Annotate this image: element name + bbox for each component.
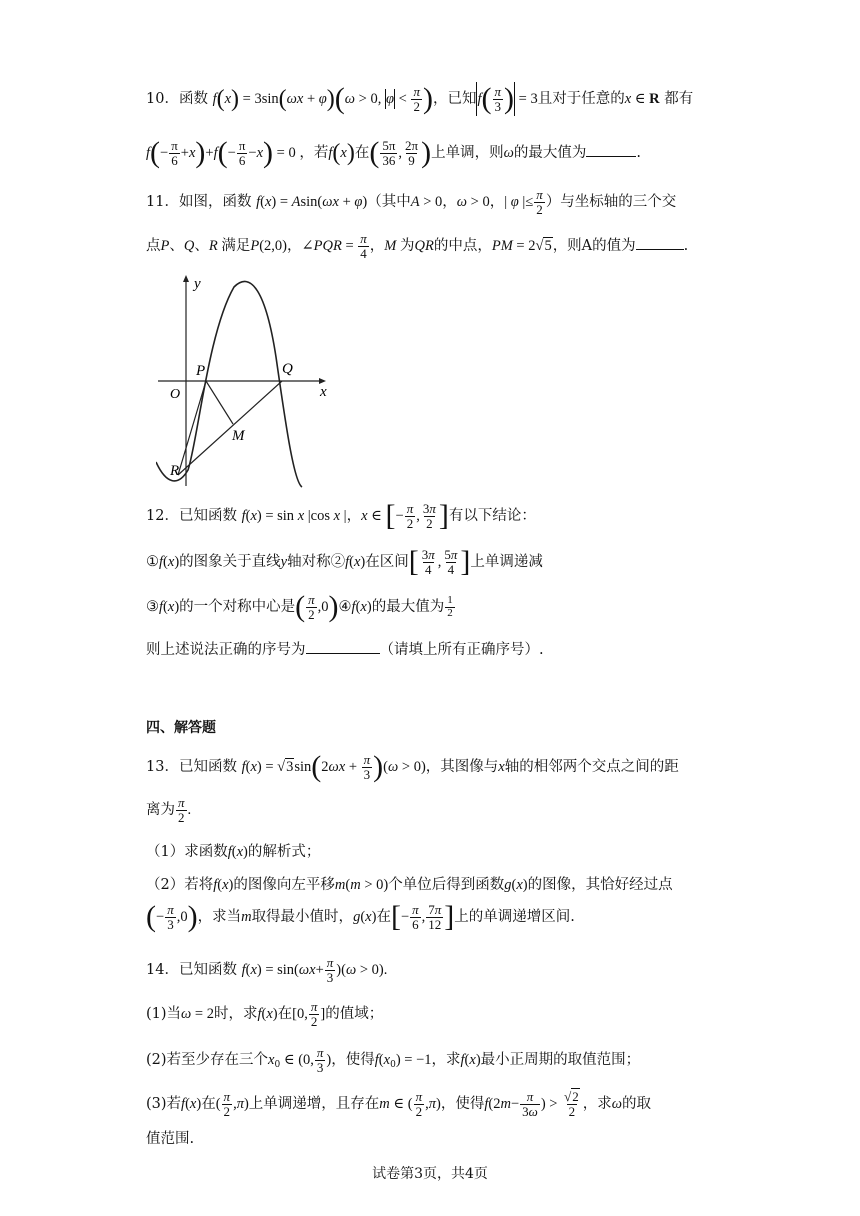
label-x: x [320, 384, 327, 400]
q12-conclusion-3-4: ③f(x)的一个对称中心是( $\frac{\pi}{2}$ ,0)④f(x)的最大值为 $\frac{1}{2}$ [146, 590, 453, 623]
q10-answer-blank [586, 144, 636, 157]
q14-line1: 14．已知函数 f(x) = sin(ωx+ $\frac{\pi}{3}$ )(ω > 0). [146, 955, 388, 985]
q11-number: 11． [146, 194, 179, 211]
segment-rq [178, 381, 282, 475]
sine-graph-figure [156, 272, 336, 492]
q10-number: 10． [146, 91, 179, 107]
segment-rp [178, 381, 206, 475]
q13-line2: 离为 $\frac{\pi}{2}$ . [146, 795, 192, 825]
label-o: O [170, 387, 181, 402]
q12-line1: 12．已知函数 f(x) = sin x |cos x |，x ∈ [− $\frac{\pi}{2}$ , $\frac{3\pi}{2}$ ]有以下结论： [146, 499, 536, 532]
q10-line1: 10．函数 f(x) = 3sin(ωx + φ)(ω > 0, φ < $\frac{\pi}{2}$ )，已知f( $\frac{\pi}{3}$ ) = 3且对于任意的x ∈ R 都有 [146, 82, 694, 115]
q13-part2-line2: (− $\frac{\pi}{3}$ ,0)，求当m取得最小值时，g(x)在[− $\frac{\pi}{6}$ , $\frac{7\pi}{12}$ ]上的单调递增区间. [146, 900, 575, 933]
q14-part2: (2)若至少存在三个$x_0$ ∈ (0, $\frac{\pi}{3}$ )，使得$f(x_0) = -1$，求f(x)最小正周期的取值范围； [146, 1045, 641, 1075]
q12-conclusion-1-2: ①f(x)的图象关于直线y轴对称②f(x)在区间[ $\frac{3\pi}{4}$ , $\frac{5\pi}{4}$ ]上单调递减 [146, 545, 543, 578]
q14-part3-line2: 值范围. [146, 1131, 195, 1147]
page-footer: 试卷第3页，共4页 [372, 1166, 488, 1182]
q11-line1: 11．如图，函数 f(x) = Asin(ωx + φ)（其中A > 0，ω > 0，| φ |≤ $\frac{\pi}{2}$ ）与坐标轴的三个交 [146, 187, 677, 217]
q14-part1: (1)当ω = 2时，求f(x)在[0, $\frac{\pi}{2}$ ]的值域； [146, 999, 384, 1029]
sine-curve [156, 281, 302, 487]
q13-part2-line1: （2）若将f(x)的图像向左平移m(m > 0)个单位后得到函数g(x)的图像，其恰好经过点 [146, 877, 673, 893]
y-axis-arrow [183, 275, 189, 282]
q10-line2: f(− $\frac{\pi}{6}$ +x)+f(− $\frac{\pi}{6}$ −x) = 0 ，若f(x)在( $\frac{5\pi}{36}$ , $\frac{2\pi}{9}$ )上单调，则ω的最大值为 . [146, 136, 641, 169]
q11-answer-blank [636, 237, 684, 250]
label-m: M [232, 428, 245, 444]
q12-number: 12． [146, 508, 179, 524]
q12-answer-blank [306, 641, 380, 654]
q11-line2: 点P、Q、R 满足P(2,0)，∠PQR = $\frac{\pi}{4}$ ，M 为QR的中点，PM = 2√5，则A的值为 . [146, 231, 689, 261]
q13-part1: （1）求函数f(x)的解析式； [146, 844, 321, 860]
q10-formula: f [212, 91, 217, 107]
label-y: y [194, 276, 201, 292]
segment-pm [206, 381, 233, 424]
q14-part3-line1: (3)若f(x)在( $\frac{\pi}{2}$ ,π)上单调递增，且存在m ∈ ( $\frac{\pi}{2}$ ,π)，使得f(2m− $\frac{\pi}{3\omega}$ ) > $\frac{√2}{2}$ ，求ω的取 [146, 1089, 651, 1119]
q13-number: 13． [146, 759, 179, 775]
q13-line1: 13．已知函数 f(x) = √3sin(2ωx + $\frac{\pi}{3}$ )(ω > 0)，其图像与x轴的相邻两个交点之间的距 [146, 750, 679, 783]
section-heading-answers: 四、解答题 [146, 720, 216, 736]
label-r: R [170, 463, 180, 479]
q14-number: 14． [146, 962, 179, 979]
label-p: P [196, 363, 206, 379]
label-q: Q [282, 361, 293, 377]
q12-ask: 则上述说法正确的序号为 （请填上所有正确序号）. [146, 642, 544, 658]
